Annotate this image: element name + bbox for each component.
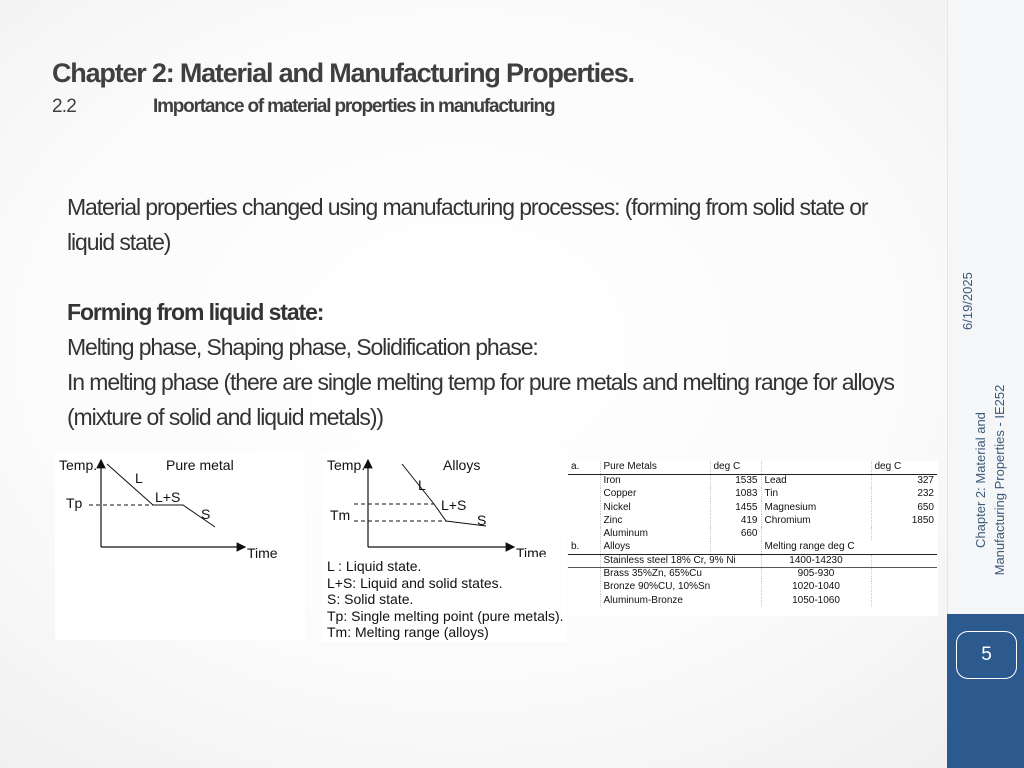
- liquid-state-heading: Forming from liquid state:: [67, 299, 324, 325]
- table-cell: Zinc: [600, 514, 710, 527]
- table-cell: 650: [917, 501, 934, 513]
- table-cell: Brass 35%Zn, 65%Cu: [600, 567, 761, 580]
- label-l: L: [135, 470, 143, 486]
- table-cell: deg C: [871, 461, 937, 474]
- y-axis-label: Temp.: [59, 457, 98, 473]
- table-cell: Copper: [600, 488, 710, 501]
- table-cell: Tin: [761, 488, 871, 501]
- table-cell: [761, 527, 871, 540]
- table-row: [568, 567, 937, 580]
- table-cell: [871, 527, 937, 540]
- table-cell: Pure Metals: [600, 461, 710, 474]
- cooling-curve: [402, 464, 486, 526]
- x-axis-label: Time: [516, 545, 547, 557]
- table-row: [568, 501, 937, 514]
- table-cell: 1020-1040: [761, 581, 871, 594]
- label-s: S: [477, 512, 487, 528]
- section-title: Importance of material properties in manufacturing: [153, 96, 555, 117]
- table-cell: Chromium: [761, 514, 871, 527]
- label-tp: Tp: [66, 495, 83, 511]
- table-cell: Nickel: [600, 501, 710, 514]
- table-cell: 419: [710, 514, 761, 527]
- slide-body: [67, 190, 917, 435]
- table-cell: 1455: [710, 501, 761, 514]
- table-cell: deg C: [710, 461, 761, 474]
- table-header-row: [568, 541, 937, 554]
- table-cell: 660: [710, 527, 761, 540]
- slide-footer-chapter: [968, 384, 1012, 576]
- melting-phase-line: In melting phase (there are single melting temp for pure metals and melting range for alloys (mixture of solid and liquid metals)): [67, 369, 894, 430]
- pure-metal-cooling-curve: [55, 452, 305, 640]
- table-row: [568, 594, 937, 607]
- table-cell: Stainless steel 18% Cr, 9% Ni: [600, 554, 761, 567]
- table-cell: b.: [568, 541, 600, 554]
- label-ls: L+S: [441, 497, 467, 513]
- table-row: [568, 514, 937, 527]
- table-cell: Aluminum: [600, 527, 710, 540]
- table-cell: 1535: [710, 474, 761, 487]
- alloys-title: Alloys: [443, 457, 481, 473]
- table-header-row: [568, 461, 937, 474]
- label-s: S: [201, 506, 211, 522]
- table-cell: 1400-14230: [761, 554, 871, 567]
- table-cell: Iron: [600, 474, 710, 487]
- legend-item: L+S: Liquid and solid states.: [327, 574, 503, 591]
- slide-number: 5: [956, 631, 1017, 679]
- table-cell: [710, 541, 761, 554]
- label-l: L: [418, 477, 426, 493]
- melting-point-table: [568, 461, 938, 616]
- footer-line-1: Chapter 2: Material and: [973, 412, 988, 548]
- label-ls: L+S: [155, 489, 181, 505]
- legend-item: Tm: Melting range (alloys): [327, 624, 489, 640]
- footer-line-2: Manufacturing Properties - IE252: [992, 384, 1007, 576]
- table-cell: 232: [917, 488, 934, 500]
- table-cell: 905-930: [761, 567, 871, 580]
- table-cell: Bronze 90%CU, 10%Sn: [600, 581, 761, 594]
- label-tm: Tm: [330, 507, 351, 523]
- table-row: [568, 527, 937, 540]
- pure-metal-title: Pure metal: [166, 457, 234, 473]
- y-axis-label: Temp.: [327, 457, 366, 473]
- table-cell: Lead: [761, 474, 871, 487]
- legend-item: L : Liquid state.: [327, 558, 422, 574]
- table-cell: 1083: [710, 488, 761, 501]
- intro-paragraph: Material properties changed using manufacturing processes: (forming from solid state or liquid state): [67, 194, 868, 255]
- table-cell: 1850: [911, 514, 934, 526]
- table-cell: 1050-1060: [761, 594, 871, 607]
- table-row: [568, 554, 937, 567]
- table-cell: Melting range deg C: [761, 541, 937, 554]
- slide-title: Chapter 2: Material and Manufacturing Properties.: [52, 58, 634, 88]
- legend-item: S: Solid state.: [327, 591, 414, 607]
- table-cell: Aluminum-Bronze: [600, 594, 761, 607]
- phases-line: Melting phase, Shaping phase, Solidification phase:: [67, 334, 538, 360]
- figure-legend: [327, 558, 564, 641]
- table-row: [568, 474, 937, 487]
- table-cell: [761, 461, 871, 474]
- section-number: 2.2: [52, 96, 77, 117]
- x-axis-label: Time: [247, 545, 278, 561]
- table-row: [568, 488, 937, 501]
- table-cell: 327: [917, 475, 934, 487]
- table-cell: Magnesium: [761, 501, 871, 514]
- table-cell: Alloys: [600, 541, 710, 554]
- table-cell: a.: [568, 461, 600, 474]
- slide-date: 6/19/2025: [960, 272, 975, 330]
- legend-item: Tp: Single melting point (pure metals).: [327, 607, 564, 624]
- table-row: [568, 581, 937, 594]
